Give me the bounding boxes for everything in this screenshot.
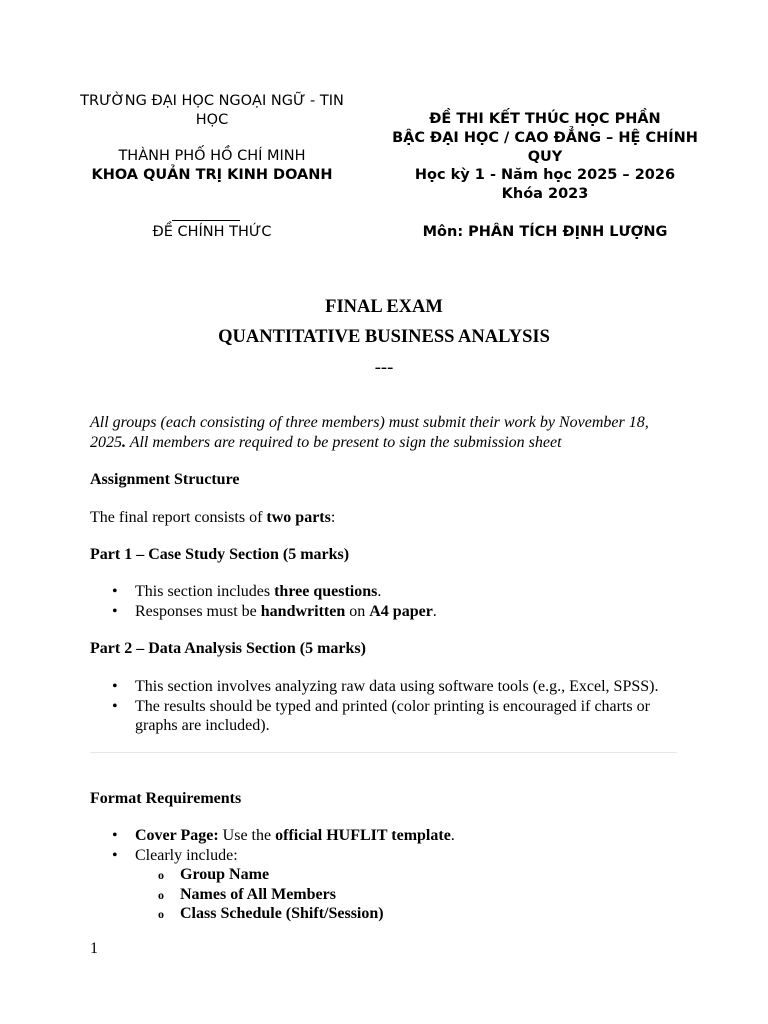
underline-divider [172, 220, 240, 221]
assignment-structure-heading: Assignment Structure [90, 471, 240, 488]
education-level: BẬC ĐẠI HỌC / CAO ĐẲNG – HỆ CHÍNH QUY [392, 130, 698, 165]
report-text: The final report consists of [90, 509, 267, 526]
item-bold: official HUFLIT template [275, 827, 451, 844]
exam-type-title: ĐỀ THI KẾT THÚC HỌC PHẦN [429, 111, 661, 127]
item-text: . [377, 583, 382, 600]
part2-list [90, 677, 690, 736]
part1-list [90, 582, 690, 621]
list-item: • This section involves analyzing raw data using software tools (e.g., Excel, SPSS). [90, 677, 690, 697]
list-item [90, 582, 690, 602]
notice-period: . [122, 433, 126, 451]
notice-text-1: All groups (each consisting of three members) must submit their work by November 18, 2025 [90, 414, 649, 451]
city-name: THÀNH PHỐ HỒ CHÍ MINH [118, 148, 306, 164]
notice-text-2: All members are required to be present to sign the submission sheet [126, 433, 562, 451]
report-parts-text [90, 508, 690, 528]
submission-notice [90, 413, 680, 452]
item-text: Responses must be [135, 602, 261, 620]
cohort-info: Khóa 2023 [501, 186, 589, 202]
page-subtitle: QUANTITATIVE BUSINESS ANALYSIS [218, 327, 550, 347]
list-item [90, 602, 690, 622]
faculty-name: KHOA QUẢN TRỊ KINH DOANH [91, 167, 333, 183]
page-title: FINAL EXAM [325, 297, 443, 317]
item-bold: Cover Page: [135, 827, 219, 844]
sub-list-item: o Group Name [90, 865, 690, 885]
item-bold: handwritten [260, 602, 346, 620]
official-exam-label: ĐỀ CHÍNH THỨC [152, 224, 272, 240]
include-sublist [90, 865, 690, 924]
page-number: 1 [90, 940, 98, 957]
report-colon: : [330, 509, 336, 526]
university-name: TRƯỜNG ĐẠI HỌC NGOẠI NGỮ - TIN HỌC [80, 93, 344, 128]
item-text: on [345, 602, 370, 620]
item-text: Use the [218, 827, 276, 844]
item-bold: three questions [274, 583, 378, 600]
item-text: . [450, 827, 455, 844]
format-list [90, 826, 690, 865]
semester-info: Học kỳ 1 - Năm học 2025 – 2026 [414, 167, 676, 183]
item-text: This section includes [135, 583, 275, 600]
report-bold: two parts [266, 509, 331, 526]
sub-list-item: o Class Schedule (Shift/Session) [90, 904, 690, 924]
part1-heading: Part 1 – Case Study Section (5 marks) [90, 546, 350, 563]
item-bold: A4 paper [369, 602, 433, 620]
list-item: • The results should be typed and printed (color printing is encouraged if charts or graphs are included). [90, 697, 690, 736]
section-divider [90, 752, 677, 753]
list-item: • Clearly include: [90, 846, 690, 866]
list-item [90, 826, 690, 846]
part2-heading: Part 2 – Data Analysis Section (5 marks) [90, 640, 366, 657]
item-text: . [432, 602, 437, 620]
sub-list-item: o Names of All Members [90, 885, 690, 905]
title-separator: --- [374, 358, 394, 378]
format-requirements-heading: Format Requirements [90, 790, 242, 807]
subject-name: Môn: PHÂN TÍCH ĐỊNH LƯỢNG [422, 224, 668, 240]
